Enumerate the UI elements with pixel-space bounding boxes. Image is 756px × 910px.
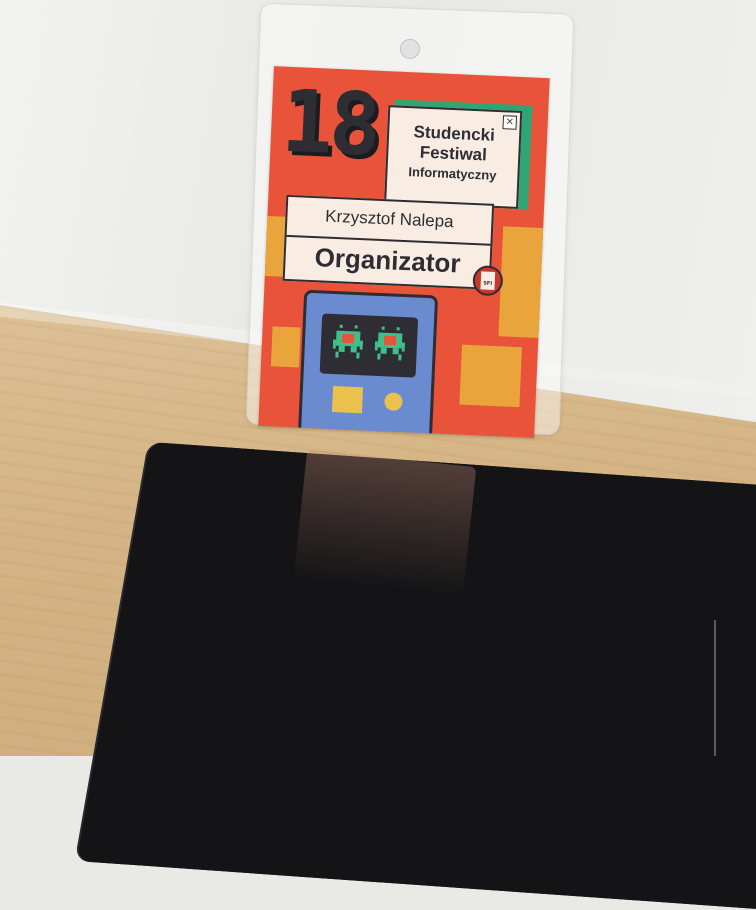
sfi-logo-icon xyxy=(472,265,503,296)
festival-badge xyxy=(258,66,549,438)
pixel-block-decoration xyxy=(271,326,301,367)
console-screen xyxy=(320,313,419,377)
tablet-corner-edge xyxy=(714,620,716,756)
pixel-block-decoration xyxy=(498,226,543,338)
attendee-name: Krzysztof Nalepa xyxy=(324,206,455,232)
festival-title-line-2: Festiwal xyxy=(419,142,488,165)
festival-title-line-3: Informatyczny xyxy=(408,164,497,183)
space-invader-alien-icon xyxy=(332,324,363,359)
attendee-role: Organizator xyxy=(314,242,462,279)
space-invader-alien-icon xyxy=(374,326,405,361)
name-speech-bubble xyxy=(283,195,495,290)
close-icon: × xyxy=(502,115,517,130)
festival-title-line-1: Studencki xyxy=(413,122,496,145)
badge-reflection-on-tablet xyxy=(294,449,477,596)
edition-number: 18 xyxy=(279,71,380,176)
festival-title-window xyxy=(390,99,532,209)
console-dpad xyxy=(332,386,363,413)
festival-title-panel xyxy=(384,105,522,209)
sfi-logo-mark xyxy=(480,271,495,290)
sleeve-lanyard-hole xyxy=(400,39,421,60)
sfi-logo-text: SFI xyxy=(483,280,493,287)
console-button xyxy=(384,392,403,411)
pixel-block-decoration xyxy=(459,345,522,408)
retro-game-console-illustration xyxy=(298,290,438,438)
